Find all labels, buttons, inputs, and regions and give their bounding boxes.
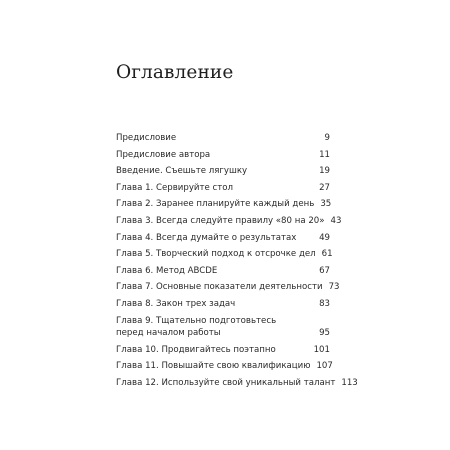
toc-entry-title — [116, 362, 316, 371]
toc-entry-page-number: 95 — [319, 327, 330, 338]
toc-entry-title-line: Глава 4. Всегда думайте о результатах — [116, 232, 297, 243]
toc-entry-title — [116, 250, 322, 259]
toc-entry-title-line: Глава 10. Продвигайтесь поэтапно — [116, 344, 276, 355]
toc-entry — [116, 267, 330, 276]
toc-entry-title-line: Глава 2. Заранее планируйте каждый день — [116, 199, 315, 210]
toc-entry-page-number: 43 — [330, 215, 342, 226]
toc-entry — [116, 234, 330, 243]
toc-entry-title — [116, 267, 319, 276]
toc-entry-page-number: 73 — [328, 282, 340, 293]
toc-entry-title — [116, 217, 331, 226]
toc-entry-page-number: 113 — [341, 377, 358, 388]
toc-entry-title-line: Глава 12. Используйте свой уникальный талант — [116, 377, 336, 388]
toc-entry-title-line: Введение. Съешьте лягушку — [116, 166, 248, 177]
toc-entry-title-line: Глава 1. Сервируйте стол — [116, 182, 234, 193]
toc-entry-page-number: 35 — [320, 199, 332, 210]
toc-entry — [116, 361, 333, 372]
toc-entry-title — [116, 200, 320, 209]
toc-entry-title — [116, 134, 325, 143]
toc-entry-page-number: 11 — [319, 149, 330, 160]
toc-entry-title-line: Глава 6. Метод ABCDE — [116, 265, 218, 276]
toc-entry-title — [116, 234, 319, 243]
toc-entry — [116, 215, 342, 226]
toc-entry-title-line: Предисловие автора — [116, 149, 211, 160]
toc-entry-page-number: 19 — [319, 166, 330, 177]
toc-entry-page-number: 83 — [319, 298, 330, 309]
toc-entry-title-line: Глава 5. Творческий подход к отсрочке дел — [116, 249, 316, 260]
toc-entry-page-number: 61 — [321, 249, 333, 260]
toc-entry-title-line: Глава 11. Повышайте свою квалификацию — [116, 361, 311, 372]
toc-entry-title — [116, 346, 314, 355]
toc-entry-title — [116, 184, 319, 193]
toc-entry-title-line: Предисловие — [116, 133, 177, 143]
table-of-contents — [116, 133, 358, 395]
toc-entry-title-line: Глава 7. Основные показатели деятельности — [116, 282, 323, 293]
toc-entry — [116, 200, 330, 209]
toc-entry — [116, 282, 340, 293]
toc-entry-title — [116, 317, 319, 339]
toc-entry — [116, 151, 330, 160]
toc-entry-title — [116, 283, 329, 292]
toc-entry — [116, 300, 330, 309]
toc-entry — [116, 249, 333, 260]
toc-entry-title-line: Глава 9. Тщательно подготовьтесь — [116, 315, 277, 326]
toc-entry-title — [116, 300, 319, 309]
toc-entry-title-line: Глава 8. Закон трех задач — [116, 298, 236, 309]
toc-entry — [116, 134, 330, 143]
toc-entry-page-number: 9 — [324, 133, 330, 143]
toc-entry-page-number: 67 — [319, 265, 330, 276]
toc-entry — [116, 346, 330, 355]
toc-entry-page-number: 101 — [313, 344, 330, 355]
toc-entry-title-line: перед началом работы — [116, 327, 221, 338]
toc-entry-title — [116, 167, 319, 176]
toc-entry-title-line: Глава 3. Всегда следуйте правилу «80 на 20» — [116, 215, 325, 226]
toc-entry — [116, 184, 330, 193]
toc-entry-title — [116, 379, 341, 388]
toc-entry-page-number: 49 — [319, 232, 330, 243]
toc-entry-title — [116, 151, 319, 160]
toc-entry-page-number: 27 — [319, 182, 330, 193]
page-title: Оглавление — [116, 62, 234, 83]
toc-entry-page-number: 107 — [316, 361, 333, 372]
toc-entry — [116, 377, 358, 388]
toc-entry — [116, 317, 330, 339]
toc-entry — [116, 167, 330, 176]
